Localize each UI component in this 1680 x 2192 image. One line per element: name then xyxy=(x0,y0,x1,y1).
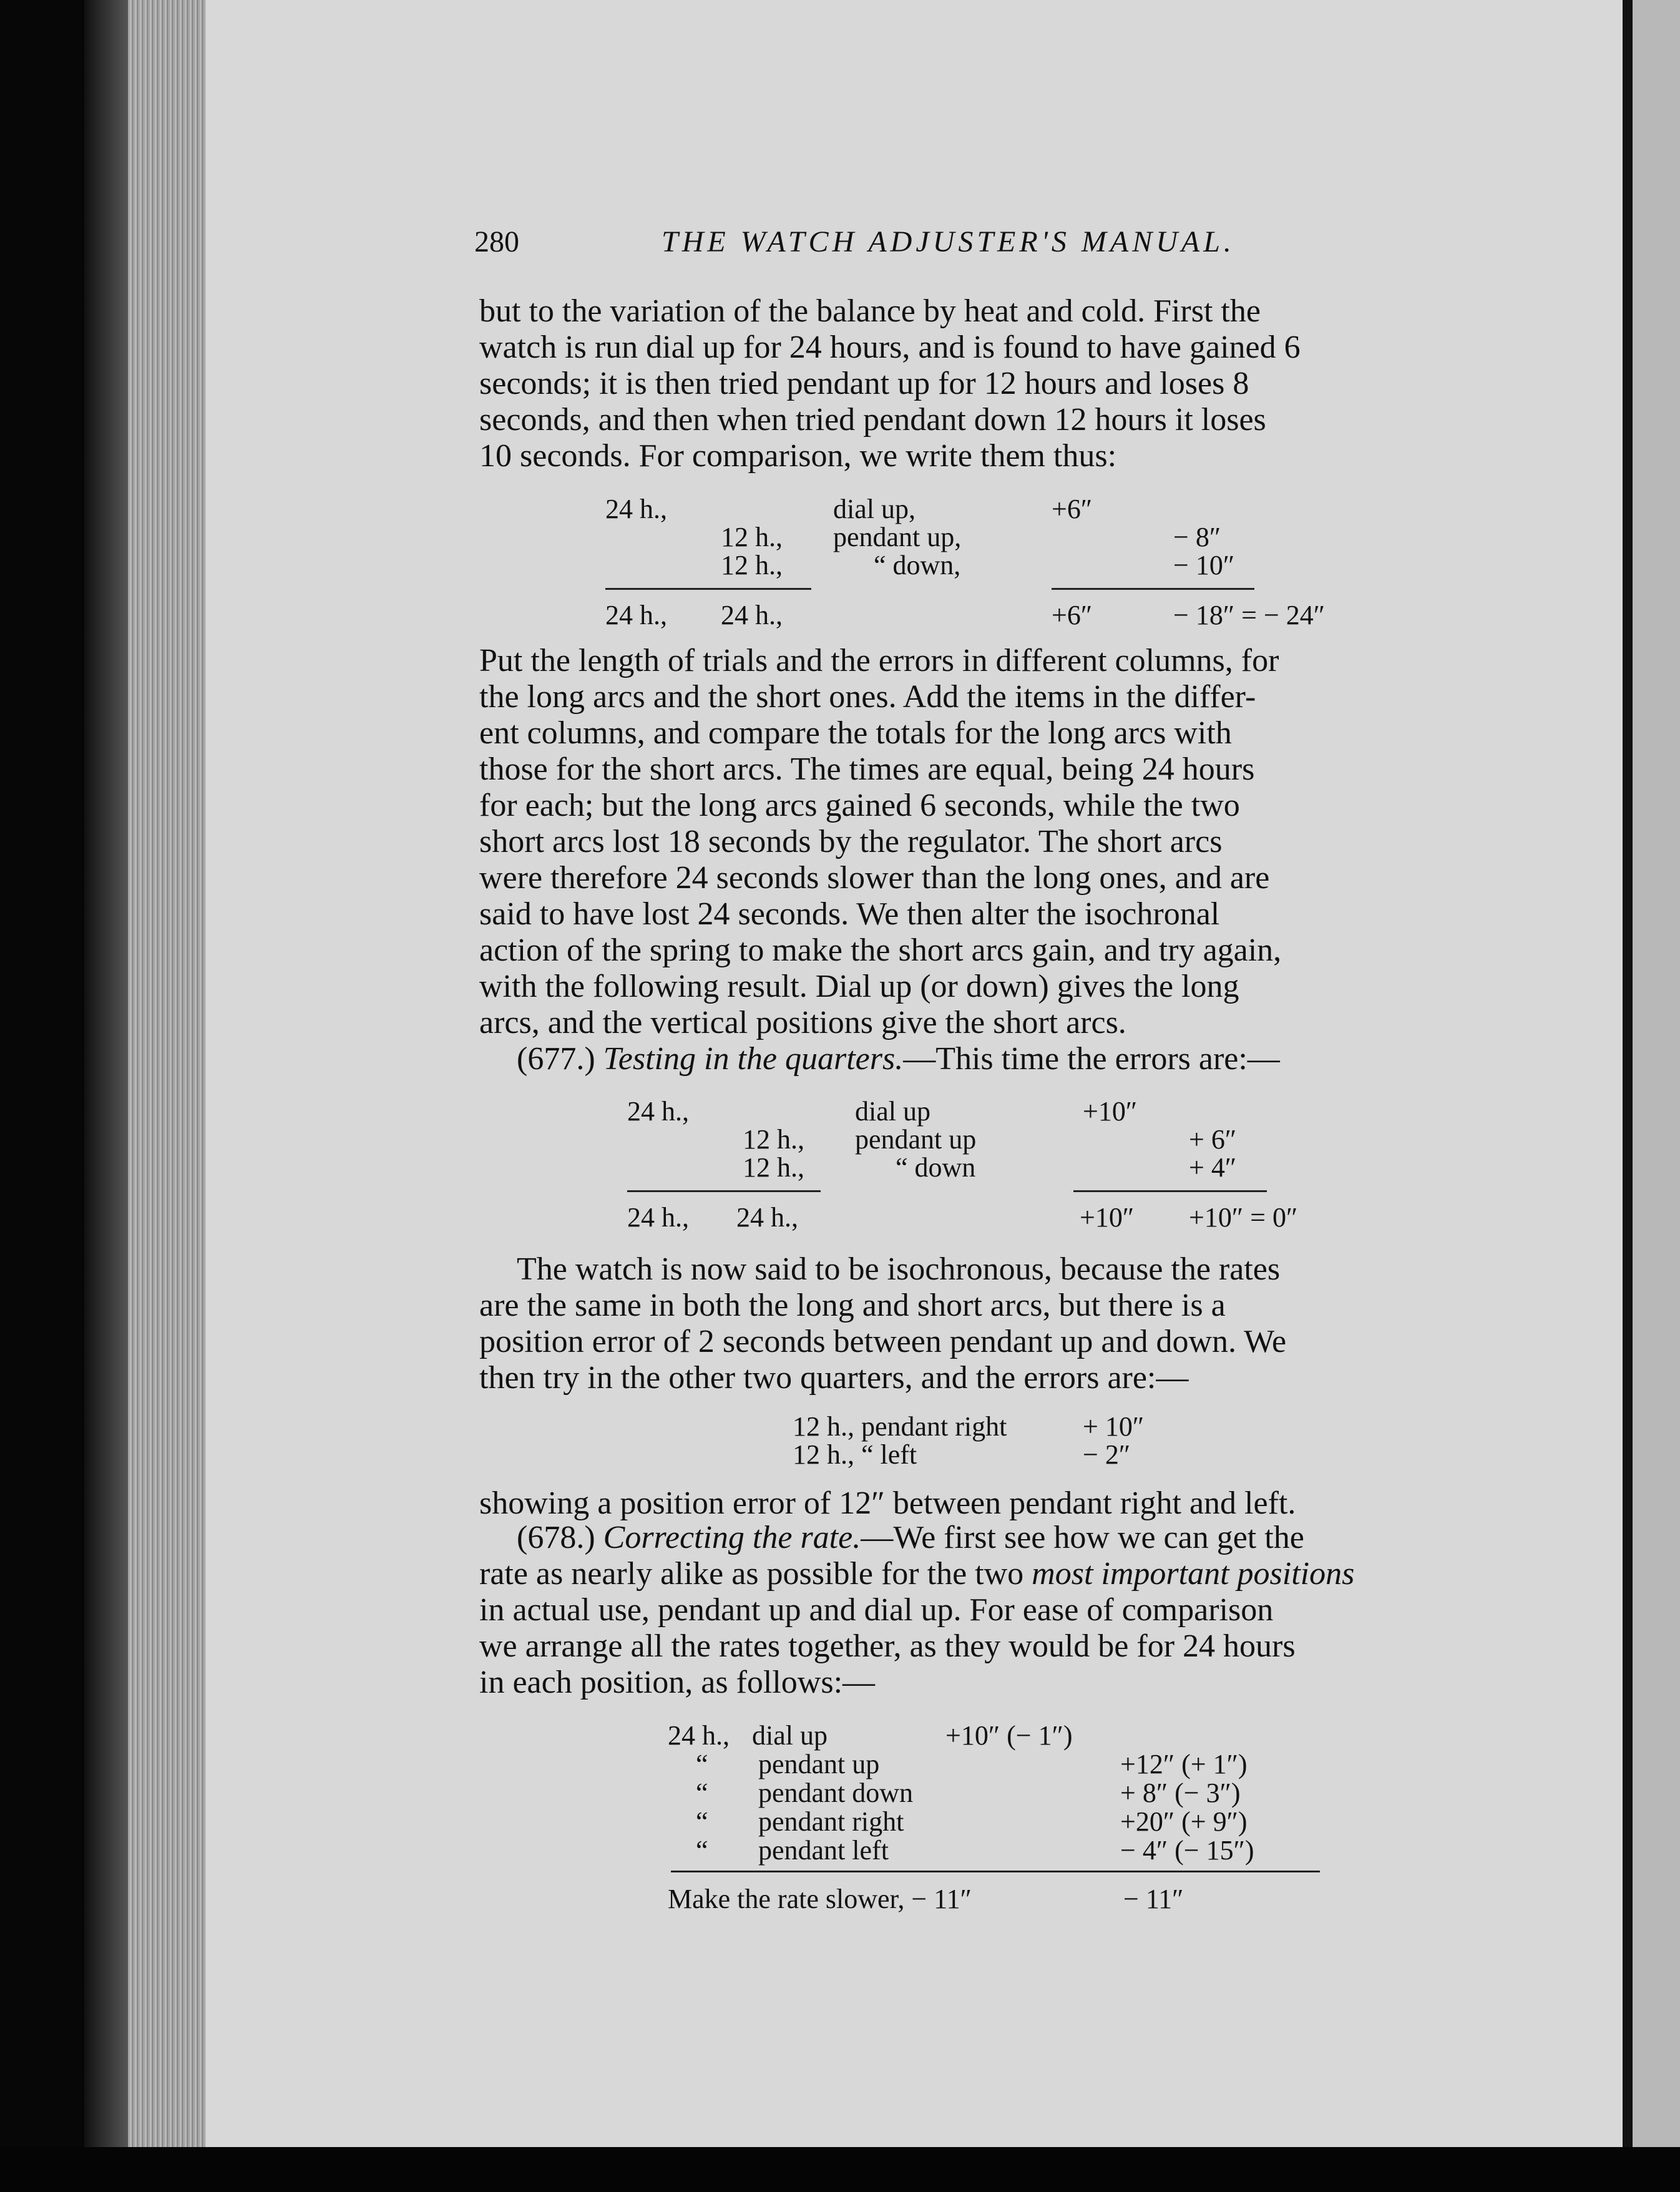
table-cell: “ down xyxy=(896,1152,976,1183)
table-cell: + 8″ (− 3″) xyxy=(1120,1778,1241,1808)
text-line: we arrange all the rates together, as they would be for 24 hours xyxy=(479,1628,1296,1664)
table-cell: dial up xyxy=(752,1720,828,1751)
text-line: but to the variation of the balance by heat and cold. First the xyxy=(479,293,1261,329)
text-line: are the same in both the long and short arcs, but there is a xyxy=(479,1288,1226,1323)
table-cell: “ xyxy=(696,1806,708,1837)
table-total: +6″ xyxy=(1052,600,1093,630)
table-cell: 12 h., pendant right xyxy=(793,1411,1007,1442)
table-cell: 24 h., xyxy=(605,494,667,524)
table-footer-label: Make the rate slower, − 11″ xyxy=(668,1884,972,1914)
section-text: —This time the errors are:— xyxy=(903,1041,1280,1077)
section-heading: Testing in the quarters. xyxy=(603,1041,904,1077)
text-line: in actual use, pendant up and dial up. For ease of comparison xyxy=(479,1592,1274,1628)
table-total: 24 h., xyxy=(605,600,667,630)
table-cell: 12 h., xyxy=(721,522,783,552)
text-line: were therefore 24 seconds slower than the long ones, and are xyxy=(479,860,1270,896)
text-line: showing a position error of 12″ between pendant right and left. xyxy=(479,1485,1296,1521)
paragraph-5 xyxy=(479,1520,1484,1701)
emphasis-text: most important positions xyxy=(1032,1556,1355,1592)
text-line: those for the short arcs. The times are equal, being 24 hours xyxy=(479,751,1255,787)
binding-shadow xyxy=(84,0,128,2192)
table-cell: 24 h., xyxy=(627,1096,689,1127)
book-title: THE WATCH ADJUSTER'S MANUAL. xyxy=(662,225,1235,258)
table-cell: − 2″ xyxy=(1083,1439,1131,1470)
text-line: in each position, as follows:— xyxy=(479,1665,876,1700)
table-cell: 12 h., “ left xyxy=(793,1439,917,1470)
table-cell: “ xyxy=(696,1778,708,1808)
text-line: seconds, and then when tried pendant down 12 hours it loses xyxy=(479,402,1266,438)
text-line: with the following result. Dial up (or down) gives the long xyxy=(479,969,1239,1004)
sum-rule xyxy=(1052,588,1254,590)
table-cell: +10″ (− 1″) xyxy=(945,1720,1073,1751)
text-line: seconds; it is then tried pendant up for 12 hours and loses 8 xyxy=(479,366,1249,401)
text-line: said to have lost 24 seconds. We then alter the isochronal xyxy=(479,896,1220,932)
table-cell: +12″ (+ 1″) xyxy=(1120,1749,1248,1779)
text-line xyxy=(479,1556,1484,1592)
table-cell: pendant up xyxy=(758,1749,880,1779)
text-line: the long arcs and the short ones. Add the items in the differ- xyxy=(479,679,1256,715)
table-cell: − 10″ xyxy=(1173,550,1235,580)
sum-rule xyxy=(627,1190,821,1192)
scan-bottom-border xyxy=(0,2147,1680,2192)
table-cell: +6″ xyxy=(1052,494,1093,524)
table-cell: +20″ (+ 9″) xyxy=(1120,1806,1248,1837)
paragraph-2 xyxy=(479,643,1484,1077)
text-run: rate as nearly alike as possible for the two xyxy=(479,1556,1032,1592)
table-cell: 12 h., xyxy=(743,1124,804,1155)
table-cell: pendant up xyxy=(855,1124,977,1155)
table-total: 24 h., xyxy=(627,1202,689,1233)
section-677-line xyxy=(479,1041,1484,1077)
table-cell: + 4″ xyxy=(1189,1152,1237,1183)
table-cell: − 8″ xyxy=(1173,522,1221,552)
text-line: short arcs lost 18 seconds by the regulator. The short arcs xyxy=(479,824,1223,859)
section-678-line xyxy=(479,1520,1484,1556)
table-cell: + 6″ xyxy=(1189,1124,1237,1155)
sum-rule xyxy=(671,1871,1320,1872)
table-cell: 12 h., xyxy=(743,1152,804,1183)
text-line: then try in the other two quarters, and the errors are:— xyxy=(479,1360,1189,1396)
paragraph-3 xyxy=(479,1251,1484,1396)
table-cell: “ xyxy=(696,1749,708,1779)
table-cell: pendant right xyxy=(758,1806,904,1837)
table-total: +10″ = 0″ xyxy=(1189,1202,1298,1233)
table-cell: 12 h., xyxy=(721,550,783,580)
table-cell: +10″ xyxy=(1083,1096,1138,1127)
table-footer-value: − 11″ xyxy=(1123,1884,1184,1914)
text-line: ent columns, and compare the totals for the long arcs with xyxy=(479,715,1232,751)
text-line: for each; but the long arcs gained 6 seconds, while the two xyxy=(479,788,1240,823)
section-number: (678.) xyxy=(517,1520,595,1555)
table-total: +10″ xyxy=(1080,1202,1135,1233)
facing-page-edge xyxy=(1623,0,1680,2192)
table-cell: − 4″ (− 15″) xyxy=(1120,1835,1254,1866)
text-line: action of the spring to make the short arcs gain, and try again, xyxy=(479,932,1282,968)
table-cell: “ down, xyxy=(874,550,961,580)
sum-rule xyxy=(605,588,811,590)
page-number: 280 xyxy=(474,225,519,258)
text-line: Put the length of trials and the errors in different columns, for xyxy=(479,643,1279,678)
table-cell: + 10″ xyxy=(1083,1411,1145,1442)
section-number: (677.) xyxy=(517,1041,595,1077)
table-cell: pendant down xyxy=(758,1778,914,1808)
section-heading: Correcting the rate. xyxy=(603,1520,861,1555)
text-line: 10 seconds. For comparison, we write them thus: xyxy=(479,438,1117,474)
table-cell: “ xyxy=(696,1835,708,1866)
text-line: position error of 2 seconds between pendant up and down. We xyxy=(479,1324,1287,1359)
sum-rule xyxy=(1073,1190,1267,1192)
section-text: —We first see how we can get the xyxy=(861,1520,1304,1555)
table-total: − 18″ = − 24″ xyxy=(1173,600,1326,630)
table-cell: dial up, xyxy=(833,494,916,524)
paragraph-1 xyxy=(479,293,1484,474)
table-cell: pendant left xyxy=(758,1835,889,1866)
text-line: The watch is now said to be isochronous, because the rates xyxy=(517,1251,1281,1287)
text-line: arcs, and the vertical positions give the short arcs. xyxy=(479,1005,1126,1040)
table-total: 24 h., xyxy=(721,600,783,630)
paragraph-4 xyxy=(479,1485,1484,1522)
table-cell: dial up xyxy=(855,1096,930,1127)
table-cell: 24 h., xyxy=(668,1720,730,1751)
table-cell: pendant up, xyxy=(833,522,962,552)
table-total: 24 h., xyxy=(736,1202,798,1233)
text-line: watch is run dial up for 24 hours, and is found to have gained 6 xyxy=(479,330,1301,365)
